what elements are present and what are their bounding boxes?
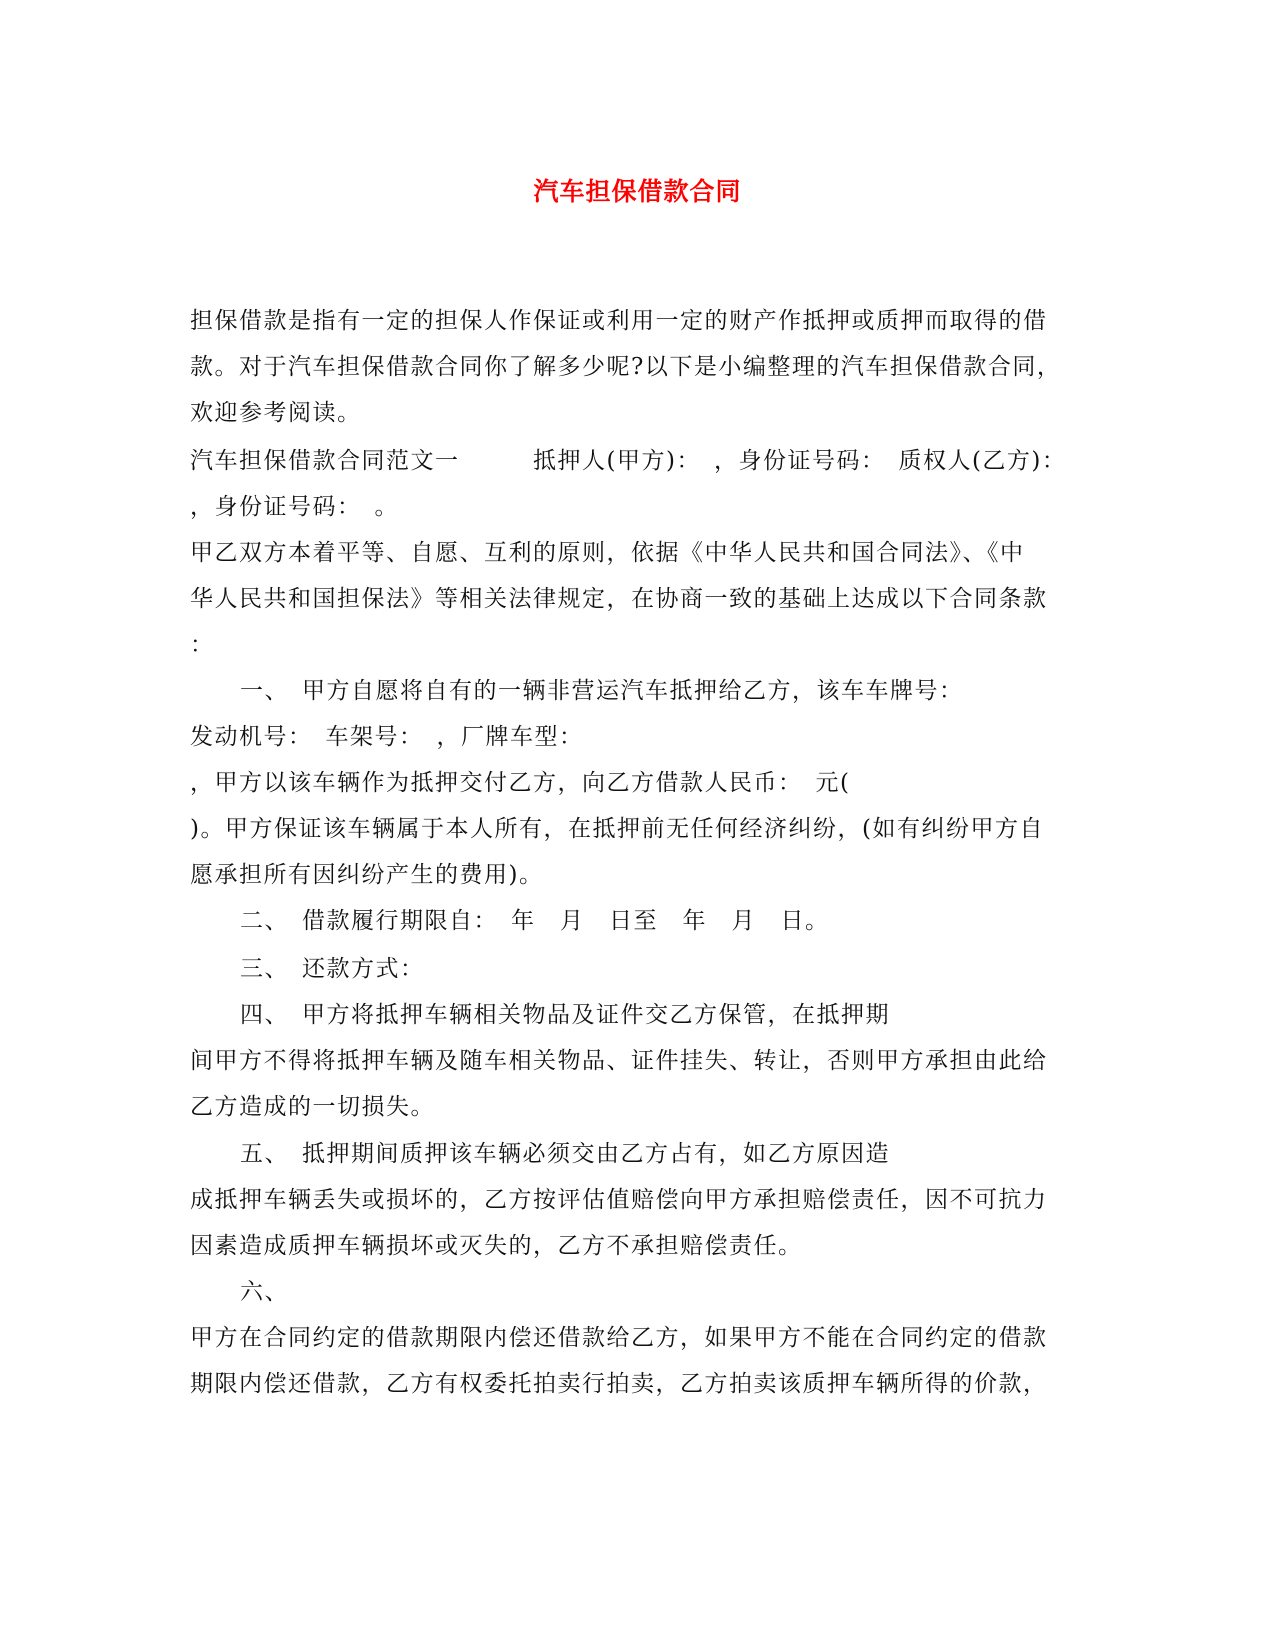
- clause-4-line-1: 四、 甲方将抵押车辆相关物品及证件交乙方保管，在抵押期: [240, 1002, 890, 1028]
- clause-1-line-1: 一、 甲方自愿将自有的一辆非营运汽车抵押给乙方，该车车牌号：: [240, 678, 964, 704]
- clause-6-heading: 六、: [240, 1279, 289, 1305]
- document-title: 汽车担保借款合同: [533, 177, 742, 206]
- preamble-line-3: ：: [190, 632, 215, 658]
- intro-line-3: 欢迎参考阅读。: [190, 400, 362, 426]
- clause-5-line-2: 成抵押车辆丢失或损坏的，乙方按评估值赔偿向甲方承担赔偿责任，因不可抗力: [190, 1187, 1048, 1213]
- intro-line-1: 担保借款是指有一定的担保人作保证或利用一定的财产作抵押或质押而取得的借: [190, 308, 1048, 334]
- clause-2-line: 二、 借款履行期限自： 年 月 日至 年 月 日。: [240, 908, 830, 934]
- clause-1-line-4: )。甲方保证该车辆属于本人所有，在抵押前无任何经济纠纷，(如有纠纷甲方自: [190, 816, 1044, 842]
- clause-5-line-3: 因素造成质押车辆损坏或灭失的，乙方不承担赔偿责任。: [190, 1233, 803, 1259]
- parties-line-2: ，身份证号码： 。: [190, 494, 399, 520]
- clause-4-line-2: 间甲方不得将抵押车辆及随车相关物品、证件挂失、转让，否则甲方承担由此给: [190, 1048, 1048, 1074]
- preamble-line-2: 华人民共和国担保法》等相关法律规定，在协商一致的基础上达成以下合同条款: [190, 586, 1048, 612]
- clause-1-line-5: 愿承担所有因纠纷产生的费用)。: [190, 862, 544, 888]
- parties-line-1: 汽车担保借款合同范文一 抵押人(甲方)： ，身份证号码： 质权人(乙方)：: [190, 448, 1067, 474]
- clause-1-line-2: 发动机号： 车架号： ，厂牌车型：: [190, 724, 584, 750]
- clause-1-line-3: ，甲方以该车辆作为抵押交付乙方，向乙方借款人民币： 元(: [190, 770, 851, 796]
- clause-4-line-3: 乙方造成的一切损失。: [190, 1094, 435, 1120]
- intro-line-2: 款。对于汽车担保借款合同你了解多少呢?以下是小编整理的汽车担保借款合同，: [190, 354, 1062, 380]
- preamble-line-1: 甲乙双方本着平等、自愿、互利的原则，依据《中华人民共和国合同法》、《中: [190, 540, 1025, 566]
- clause-5-line-1: 五、 抵押期间质押该车辆必须交由乙方占有，如乙方原因造: [240, 1141, 890, 1167]
- clause-3-line: 三、 还款方式：: [240, 956, 425, 982]
- clause-6-line-2: 期限内偿还借款，乙方有权委托拍卖行拍卖，乙方拍卖该质押车辆所得的价款，: [190, 1371, 1048, 1397]
- clause-6-line-1: 甲方在合同约定的借款期限内偿还借款给乙方，如果甲方不能在合同约定的借款: [190, 1325, 1048, 1351]
